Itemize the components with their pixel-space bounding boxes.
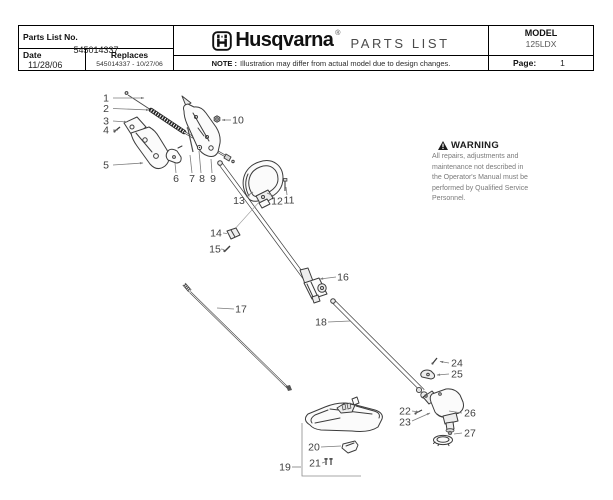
warning-line: performed by Qualified Service xyxy=(432,184,529,192)
warning-line: the Operator's Manual must be xyxy=(432,174,528,181)
guard-screws-part xyxy=(324,458,332,465)
warning-line: All repairs, adjustments and xyxy=(432,153,519,160)
warning-title-text: WARNING xyxy=(451,140,500,151)
callout-10: 10 xyxy=(232,114,244,127)
callout-19: 19 xyxy=(279,461,291,474)
model-value: 125LDX xyxy=(525,39,557,49)
callout-17: 17 xyxy=(235,303,247,316)
callout-2: 2 xyxy=(103,103,109,115)
callout-11: 11 xyxy=(283,194,295,207)
warning-line: Personnel. xyxy=(432,195,466,202)
model-label: MODEL xyxy=(524,28,558,38)
callout-21: 21 xyxy=(309,457,321,470)
warning-line: maintenance not described in xyxy=(432,163,524,171)
callout-4: 4 xyxy=(103,124,109,137)
registered-trademark: ® xyxy=(335,30,341,37)
replaces-value: 545014337 - 10/27/06 xyxy=(96,61,163,68)
parts-list-no-value: 545014337 xyxy=(73,45,119,55)
callout-25: 25 xyxy=(451,368,463,381)
callout-18: 18 xyxy=(315,316,327,329)
lower-drive-tube-part xyxy=(331,299,423,391)
date-label: Date xyxy=(23,50,42,60)
page-number: 1 xyxy=(560,58,565,68)
callout-24: 24 xyxy=(451,357,463,370)
warning-note xyxy=(432,140,550,205)
callout-26: 26 xyxy=(464,407,476,420)
drive-shaft-part xyxy=(184,284,292,391)
callout-5: 5 xyxy=(103,159,109,172)
nut-part xyxy=(214,116,220,122)
note-label: NOTE : xyxy=(211,58,237,68)
brand-name: Husqvarna xyxy=(235,29,334,51)
callout-15: 15 xyxy=(209,243,221,256)
callout-27: 27 xyxy=(464,427,476,440)
shaft-coupler-part xyxy=(300,268,327,303)
warning-triangle-icon xyxy=(438,141,448,150)
callout-12: 12 xyxy=(271,195,283,208)
callout-20: 20 xyxy=(308,441,320,454)
front-handle-part xyxy=(113,117,169,169)
callout-16: 16 xyxy=(337,271,349,284)
parts-list-no-label: Parts List No. xyxy=(23,32,78,42)
callout-14: 14 xyxy=(210,227,222,240)
document-title: PARTS LIST xyxy=(350,36,450,51)
replaces-label: Replaces xyxy=(110,50,149,60)
callout-6: 6 xyxy=(173,173,179,185)
callout-8: 8 xyxy=(199,173,205,185)
page-label: Page: xyxy=(513,58,537,68)
callout-3: 3 xyxy=(103,115,109,128)
note-text: Illustration may differ from actual model due to design changes. xyxy=(240,58,451,68)
date-value: 11/28/06 xyxy=(28,60,63,70)
callout-7: 7 xyxy=(189,173,195,185)
callout-1: 1 xyxy=(103,92,109,105)
callout-9: 9 xyxy=(210,173,216,185)
callout-13: 13 xyxy=(233,195,245,207)
callout-22: 22 xyxy=(399,405,411,418)
warning-title xyxy=(432,140,550,151)
callout-23: 23 xyxy=(399,416,411,429)
